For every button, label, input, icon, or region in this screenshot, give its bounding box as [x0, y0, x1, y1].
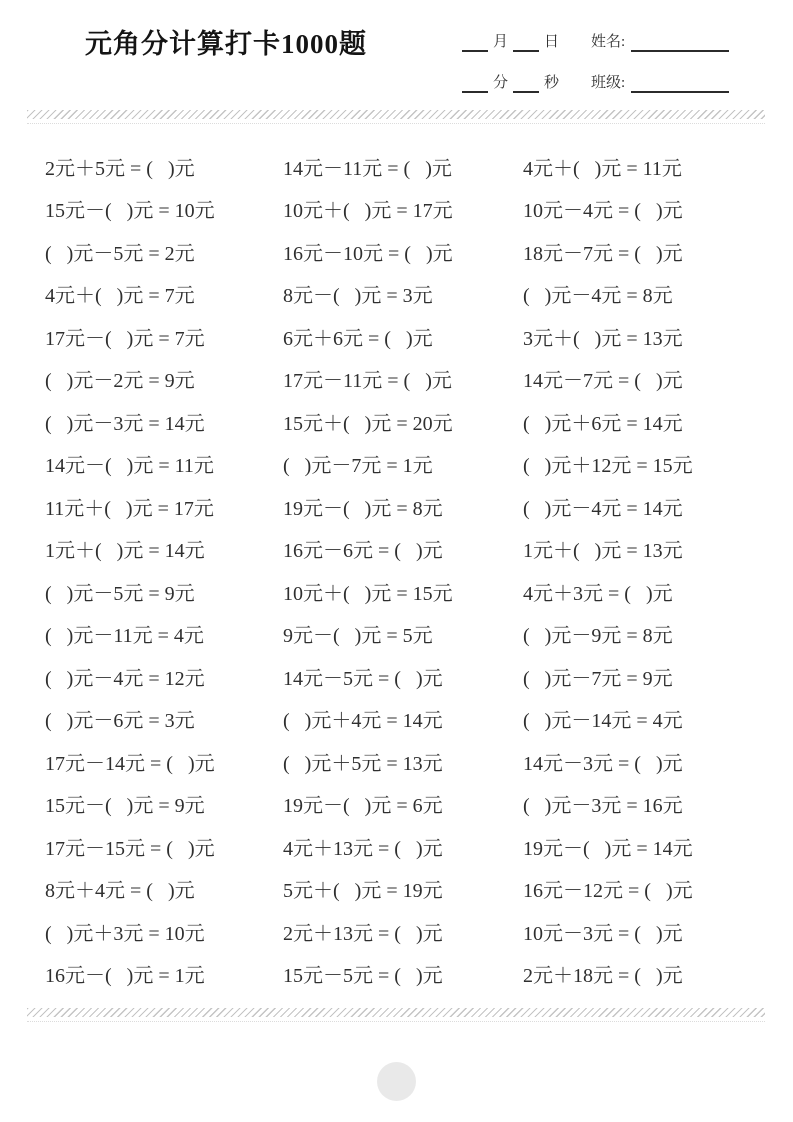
problem: ( )元－4元 = 14元 [523, 497, 683, 520]
problems-column-1 [45, 145, 281, 995]
problem: 15元－( )元 = 10元 [45, 200, 215, 223]
problem: 18元－7元 = ( )元 [523, 242, 683, 265]
problem: 10元＋( )元 = 15元 [283, 582, 453, 605]
problem: 17元－15元 = ( )元 [45, 837, 215, 860]
problem: 2元＋13元 = ( )元 [283, 922, 443, 945]
problem: 10元－4元 = ( )元 [523, 200, 683, 223]
problem: ( )元－7元 = 9元 [523, 667, 673, 690]
problem: 17元－14元 = ( )元 [45, 752, 215, 775]
problem: 19元－( )元 = 14元 [523, 837, 693, 860]
problem: 4元＋13元 = ( )元 [283, 837, 443, 860]
problem: 14元－11元 = ( )元 [283, 157, 452, 180]
problem: 1元＋( )元 = 13元 [523, 540, 683, 563]
month-blank [462, 36, 488, 52]
problem: ( )元－4元 = 8元 [523, 285, 673, 308]
problem: 5元＋( )元 = 19元 [283, 880, 443, 903]
month-label: 月 [493, 34, 509, 50]
problem: 8元－( )元 = 3元 [283, 285, 433, 308]
problem: 14元－7元 = ( )元 [523, 370, 683, 393]
name-label: 姓名: [591, 34, 626, 50]
problem: ( )元－5元 = 2元 [45, 242, 195, 265]
problem: ( )元－14元 = 4元 [523, 710, 683, 733]
header-fields [462, 24, 762, 106]
name-blank [631, 36, 729, 52]
minute-blank [462, 77, 488, 93]
problem: 4元＋3元 = ( )元 [523, 582, 673, 605]
problem: ( )元＋5元 = 13元 [283, 752, 443, 775]
problem: 9元－( )元 = 5元 [283, 625, 433, 648]
problem: ( )元－5元 = 9元 [45, 582, 195, 605]
problem: 6元＋6元 = ( )元 [283, 327, 433, 350]
problem: 16元－12元 = ( )元 [523, 880, 693, 903]
problem: 15元＋( )元 = 20元 [283, 412, 453, 435]
class-blank [631, 77, 729, 93]
problem: 17元－11元 = ( )元 [283, 370, 452, 393]
problem: 1元＋( )元 = 14元 [45, 540, 205, 563]
problem: 15元－5元 = ( )元 [283, 965, 443, 988]
problem: 11元＋( )元 = 17元 [45, 497, 214, 520]
problem: ( )元＋6元 = 14元 [523, 412, 683, 435]
problem: ( )元－9元 = 8元 [523, 625, 673, 648]
problem: 2元＋18元 = ( )元 [523, 965, 683, 988]
problem: 19元－( )元 = 6元 [283, 795, 443, 818]
class-label: 班级: [591, 75, 626, 91]
problem: ( )元－6元 = 3元 [45, 710, 195, 733]
time-row [462, 65, 762, 93]
problem: 14元－5元 = ( )元 [283, 667, 443, 690]
problem: 15元－( )元 = 9元 [45, 795, 205, 818]
problem: ( )元－3元 = 16元 [523, 795, 683, 818]
problem: ( )元－4元 = 12元 [45, 667, 205, 690]
problem: 16元－10元 = ( )元 [283, 242, 453, 265]
problem: ( )元＋3元 = 10元 [45, 922, 205, 945]
problem: 17元－( )元 = 7元 [45, 327, 205, 350]
date-row [462, 24, 762, 52]
problem: 10元－3元 = ( )元 [523, 922, 683, 945]
problem: 4元＋( )元 = 11元 [523, 157, 682, 180]
problem: 16元－( )元 = 1元 [45, 965, 205, 988]
problem: 14元－( )元 = 11元 [45, 455, 214, 478]
problem: ( )元－3元 = 14元 [45, 412, 205, 435]
day-blank [513, 36, 539, 52]
day-label: 日 [544, 34, 560, 50]
problem: 14元－3元 = ( )元 [523, 752, 683, 775]
problem: 19元－( )元 = 8元 [283, 497, 443, 520]
minute-label: 分 [493, 75, 509, 91]
problems-grid [0, 145, 793, 997]
hatched-divider-bottom [27, 1008, 765, 1017]
hatched-divider-top [27, 110, 765, 119]
gray-dot [377, 1062, 416, 1101]
problem: 4元＋( )元 = 7元 [45, 285, 195, 308]
problem: ( )元＋4元 = 14元 [283, 710, 443, 733]
problems-column-3 [523, 145, 759, 995]
problem: 3元＋( )元 = 13元 [523, 327, 683, 350]
problem: 10元＋( )元 = 17元 [283, 200, 453, 223]
problem: 2元＋5元 = ( )元 [45, 157, 195, 180]
problems-column-2 [283, 145, 519, 995]
second-label: 秒 [544, 75, 560, 91]
problem: ( )元－7元 = 1元 [283, 455, 433, 478]
second-blank [513, 77, 539, 93]
problem: ( )元－11元 = 4元 [45, 625, 204, 648]
page-title: 元角分计算打卡1000题 [85, 29, 367, 59]
problem: 8元＋4元 = ( )元 [45, 880, 195, 903]
problem: ( )元－2元 = 9元 [45, 370, 195, 393]
problem: ( )元＋12元 = 15元 [523, 455, 693, 478]
problem: 16元－6元 = ( )元 [283, 540, 443, 563]
